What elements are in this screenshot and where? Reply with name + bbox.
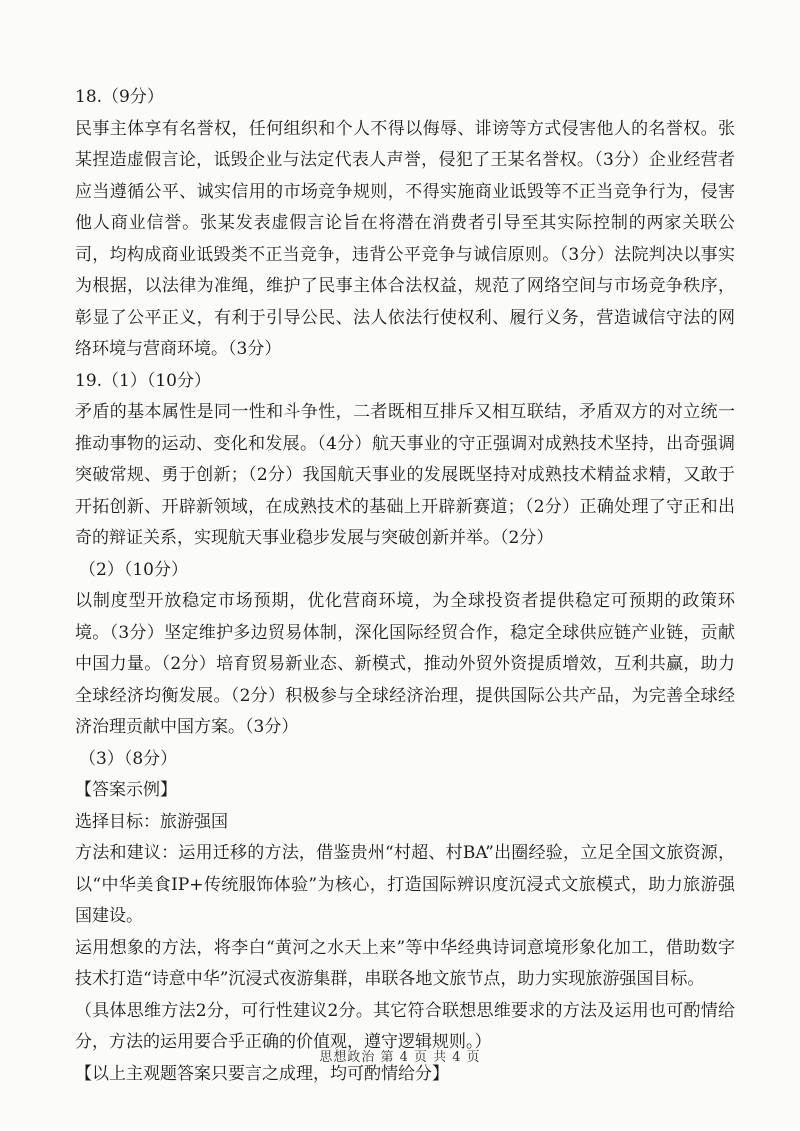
question-19-1-answer: 矛盾的基本属性是同一性和斗争性，二者既相互排斥又相互联结，矛盾双方的对立统一推动事物的运动、变化和发展。（4分）航天事业的守正强调对成熟技术坚持，出奇强调突破常规、勇于创新；（2分）我国航天事业的发展既坚持对成熟技术精益求精，又敢于开拓创新、开辟新领域，在成熟技术的基础上开辟新赛道；（2分）正确处理了守正和出奇的辩证关系，实现航天事业稳步发展与突破创新并举。（2分） [75,402,735,548]
question-18-heading: 18.（9分） [75,87,164,107]
method-suggestion-2: 运用想象的方法，将李白“黄河之水天上来”等中华经典诗词意境形象化加工，借助数字技术打造“诗意中华”沉浸式夜游集群，串联各地文旅节点，助力实现旅游强国目标。 [75,937,735,989]
selected-target: 选择目标：旅游强国 [75,811,228,832]
question-19-2-heading: （2）（10分） [79,559,188,580]
question-19-2-answer: 以制度型开放稳定市场预期，优化营商环境，为全球投资者提供稳定可预期的政策环境。（3分）坚定维护多边贸易体制，深化国际经贸合作，稳定全球供应链产业链，贡献中国力量。（2分）培育贸易新业态、新模式，推动外贸外资提质增效，互利共赢，助力全球经济均衡发展。（2分）积极参与全球经济治理，提供国际公共产品，为完善全球经济治理贡献中国方案。（3分） [75,591,735,737]
question-19-3-heading: （3）（8分） [79,748,178,769]
question-19-1-heading: 19.（1）（10分） [75,370,211,391]
page-footer: 思想政治 第 4 页 共 4 页 [319,1050,481,1065]
method-suggestion-1: 方法和建议：运用迁移的方法，借鉴贵州“村超、村BA”出圈经验，立足全国文旅资源，以“中华美食IP+传统服饰体验”为核心，打造国际辨识度沉浸式文旅模式，助力旅游强国建设。 [75,843,735,926]
general-scoring-note: 【以上主观题答案只要言之成理，均可酌情给分】 [75,1063,449,1084]
answer-example-label: 【答案示例】 [75,780,177,800]
scoring-note: （具体思维方法2分，可行性建议2分。其它符合联想思维要求的方法及运用也可酌情给分，方法的运用要合乎正确的价值观，遵守逻辑规则。） [75,1000,735,1052]
question-18-answer: 民事主体享有名誉权，任何组织和个人不得以侮辱、诽谤等方式侵害他人的名誉权。张某捏造虚假言论，诋毁企业与法定代表人声誉，侵犯了王某名誉权。（3分）企业经营者应当遵循公平、诚实信用的市场竞争规则，不得实施商业诋毁等不正当竞争行为，侵害他人商业信誉。张某发表虚假言论旨在将潜在消费者引导至其实际控制的两家关联公司，均构成商业诋毁类不正当竞争，违背公平竞争与诚信原则。（3分）法院判决以事实为根据，以法律为准绳，维护了民事主体合法权益，规范了网络空间与市场竞争秩序，彰显了公平正义，有利于引导公民、法人依法行使权利、履行义务，营造诚信守法的网络环境与营商环境。（3分） [75,118,735,359]
answer-body [75,82,735,1090]
